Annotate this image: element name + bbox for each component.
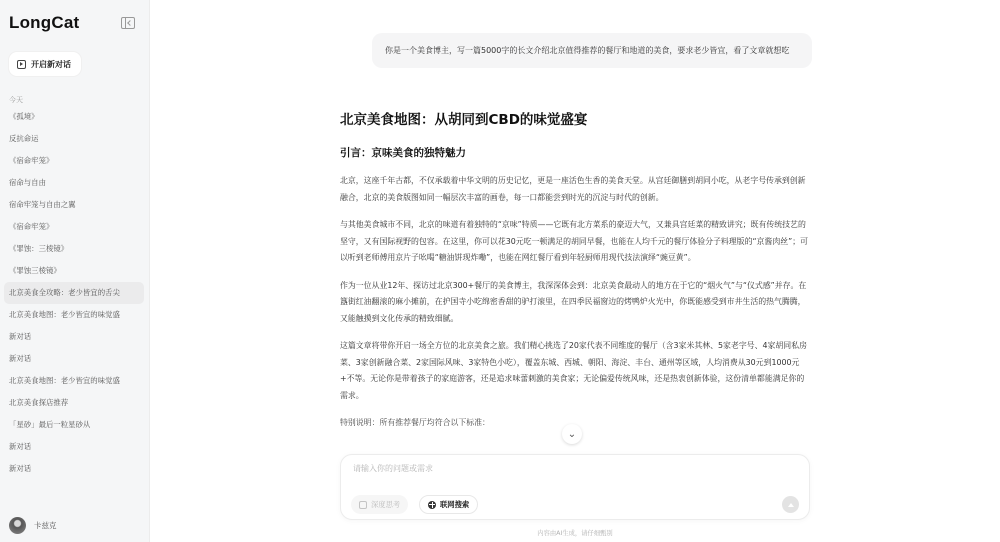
- ai-disclaimer: [150, 528, 1000, 537]
- web-search-label: 联网搜索: [440, 499, 470, 509]
- deep-think-label: 深度思考: [371, 499, 401, 509]
- web-search-toggle[interactable]: [419, 495, 478, 514]
- new-chat-button[interactable]: [9, 52, 81, 76]
- deep-think-toggle[interactable]: [351, 495, 408, 514]
- history-item[interactable]: 《宿命牢笼》: [9, 156, 54, 165]
- brand-row: [0, 0, 149, 36]
- message-input[interactable]: [353, 464, 773, 473]
- disclaimer-text: 内容由AI生成，请仔细甄别: [537, 530, 613, 537]
- user-name: 卡兹克: [34, 521, 57, 530]
- avatar: [9, 517, 26, 534]
- article-paragraph-truncated: 特别说明：所有推荐餐厅均符合以下标准：: [340, 418, 490, 427]
- history-item[interactable]: 北京美食地图：老少皆宜的味觉盛: [9, 310, 120, 319]
- article-paragraph: 作为一位从业12年、探访过北京300+餐厅的美食博主，我深深体会到：北京美食最动人的地方在于它的“烟火气”与“仪式感”并存。在簋街红油翻滚的麻小摊前，在护国寺小吃绵密香甜的驴打滚里，在四季民福窗边的烤鸭炉火光中，你既能感受到市井生活的热气腾腾，又能触摸到文化传承的精致细腻。: [340, 280, 807, 323]
- deep-think-icon: [359, 501, 367, 509]
- history-section-today: 今天: [9, 96, 23, 104]
- article-paragraph: 这篇文章将带你开启一场全方位的北京美食之旅。我们精心挑选了20家代表不同维度的餐厅（含3家米其林、5家老字号、4家胡同私房菜、3家创新融合菜、2家国际风味、3家特色小吃），覆盖东城、西城、朝阳、海淀、丰台、通州等区域，人均消费从30元到1000元+不等。无论你是带着孩子的家庭游客，还是追求味蕾刺激的美食家；无论偏爱传统风味，还是热衷创新体验，这份清单都能满足你的需求。: [340, 341, 807, 400]
- chat-history-list: [4, 106, 144, 480]
- history-item[interactable]: 宿命与自由: [9, 178, 46, 187]
- brand-logo: LongCat: [9, 13, 80, 32]
- article-title: 北京美食地图：从胡同到CBD的味觉盛宴: [340, 112, 588, 128]
- collapse-sidebar-icon[interactable]: [121, 17, 135, 29]
- article-paragraph: 北京，这座千年古都，不仅承载着中华文明的历史记忆，更是一座活色生香的美食天堂。从宫廷御膳到胡同小吃，从老字号传承到创新融合，北京的美食版图如同一幅层次丰富的画卷，每一口都能尝到时光的沉淀与时代的创新。: [340, 176, 806, 202]
- history-item[interactable]: 北京美食探店推荐: [9, 398, 69, 407]
- history-item[interactable]: 新对话: [9, 332, 32, 341]
- assistant-response: [340, 108, 810, 432]
- history-item[interactable]: 北京美食地图：老少皆宜的味觉盛: [9, 376, 120, 385]
- globe-icon: [428, 501, 436, 509]
- message-composer: [340, 454, 810, 520]
- user-profile[interactable]: [9, 517, 57, 534]
- history-item[interactable]: 反抗命运: [9, 134, 39, 143]
- history-item[interactable]: 宿命牢笼与自由之翼: [9, 200, 76, 209]
- chat-main: [150, 0, 1000, 542]
- scroll-to-bottom-button[interactable]: [562, 424, 582, 444]
- new-chat-label: 开启新对话: [31, 59, 71, 69]
- history-item[interactable]: 《宿命牢笼》: [9, 222, 54, 231]
- history-item[interactable]: 「星砂」最后一粒星砂从: [9, 420, 91, 429]
- history-item[interactable]: 《罪蚀：三棱镜》: [9, 244, 69, 253]
- chevron-down-icon: ⌄: [567, 428, 577, 440]
- history-item-active[interactable]: 北京美食全攻略：老少皆宜的舌尖: [4, 282, 144, 304]
- send-button[interactable]: [782, 496, 799, 513]
- new-chat-icon: [17, 60, 26, 69]
- history-item[interactable]: 新对话: [9, 464, 32, 473]
- history-item[interactable]: 《罪蚀三棱镜》: [9, 266, 61, 275]
- user-message-bubble: 你是一个美食博主，写一篇5000字的长文介绍北京值得推荐的餐厅和地道的美食，要求老少皆宜，看了文章就想吃: [372, 33, 812, 68]
- article-subtitle: 引言：京味美食的独特魅力: [340, 147, 466, 159]
- history-item[interactable]: 《孤境》: [9, 112, 39, 121]
- sidebar: [0, 0, 150, 542]
- history-item[interactable]: 新对话: [9, 442, 32, 451]
- history-item[interactable]: 新对话: [9, 354, 32, 363]
- article-paragraph: 与其他美食城市不同，北京的味道有着独特的“京味”特质——它既有北方菜系的豪迈大气，又兼具宫廷菜的精致讲究；既有传统技艺的坚守，又有国际视野的包容。在这里，你可以花30元吃一顿满足的胡同早餐，也能在人均千元的餐厅体验分子料理版的“京酱肉丝”；可以听到老师傅用京片子吆喝“糖油饼现炸嘞”，也能在网红餐厅看到年轻厨师用现代技法演绎“豌豆黄”。: [340, 220, 808, 262]
